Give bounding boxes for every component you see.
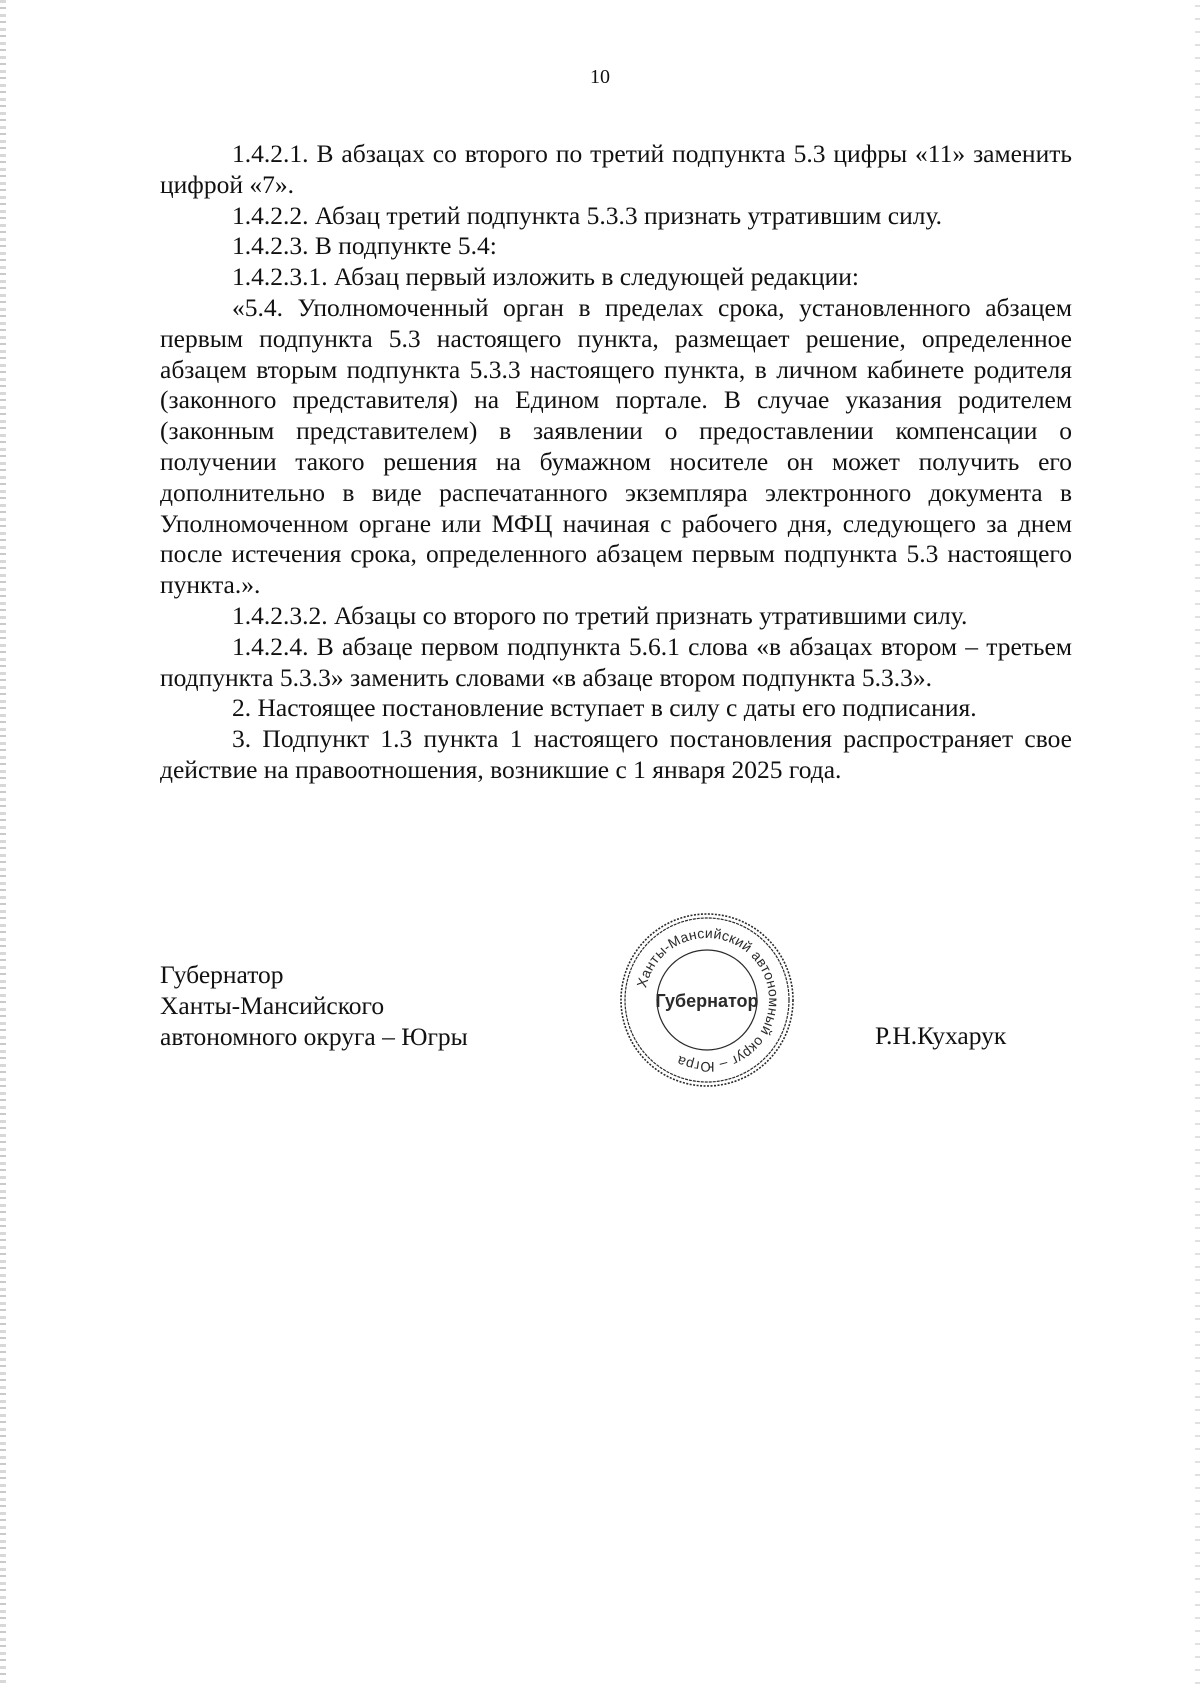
paragraph-1-4-2-4: 1.4.2.4. В абзаце первом подпункта 5.6.1 слова «в абзацах втором – третьем подпункта 5.3.3» заменить словами «в абзаце втором подпункта 5.3.3». — [160, 631, 1072, 692]
position-line: автономного округа – Югры — [160, 1021, 468, 1051]
official-seal-stamp — [617, 910, 797, 1090]
scan-edge-right — [1195, 0, 1200, 1686]
stamp-center-text: Губернатор — [655, 991, 759, 1011]
stamp-ring-text: Ханты-Мансийский автономный округ – Югра — [633, 924, 783, 1076]
position-line: Губернатор — [160, 960, 284, 989]
paragraph-1-4-2-3-1: 1.4.2.3.1. Абзац первый изложить в следующей редакции: — [232, 262, 860, 292]
position-line: Ханты-Мансийского — [160, 990, 385, 1020]
document-body — [160, 139, 1072, 786]
scan-edge-left — [0, 0, 6, 1686]
signature-position — [160, 960, 468, 1052]
paragraph-1-4-2-2: 1.4.2.2. Абзац третий подпункта 5.3.3 признать утратившим силу. — [232, 200, 943, 230]
paragraph-1-4-2-3: 1.4.2.3. В подпункте 5.4: — [232, 231, 497, 261]
paragraph-quote-5-4: «5.4. Уполномоченный орган в пределах срока, установленного абзацем первым подпункта 5.3 настоящего пункта, размещает решение, определенное абзацем вторым подпункта 5.3.3 настоящего пункта, в личном кабинете родителя (законного представителя) на Едином портале. В случае указания родителем (законным представителем) в заявлении о предоставлении компенсации о получении такого решения на бумажном носителе он может получить его дополнительно в виде распечатанного экземпляра электронного документа в Уполномоченном органе или МФЦ начиная с рабочего дня, следующего за днем после истечения срока, определенного абзацем первым подпункта 5.3 настоящего пункта.». — [160, 292, 1072, 600]
paragraph-1-4-2-1: 1.4.2.1. В абзацах со второго по третий подпункта 5.3 цифры «11» заменить цифрой «7». — [160, 139, 1072, 199]
paragraph-1-4-2-3-2: 1.4.2.3.2. Абзацы со второго по третий признать утратившими силу. — [232, 600, 968, 630]
page-number: 10 — [590, 66, 610, 88]
paragraph-3: 3. Подпункт 1.3 пункта 1 настоящего постановления распространяет свое действие на правоотношения, возникшие с 1 января 2025 года. — [160, 724, 1072, 784]
signer-name: Р.Н.Кухарук — [875, 1021, 1007, 1050]
paragraph-2: 2. Настоящее постановление вступает в силу с даты его подписания. — [232, 693, 977, 723]
